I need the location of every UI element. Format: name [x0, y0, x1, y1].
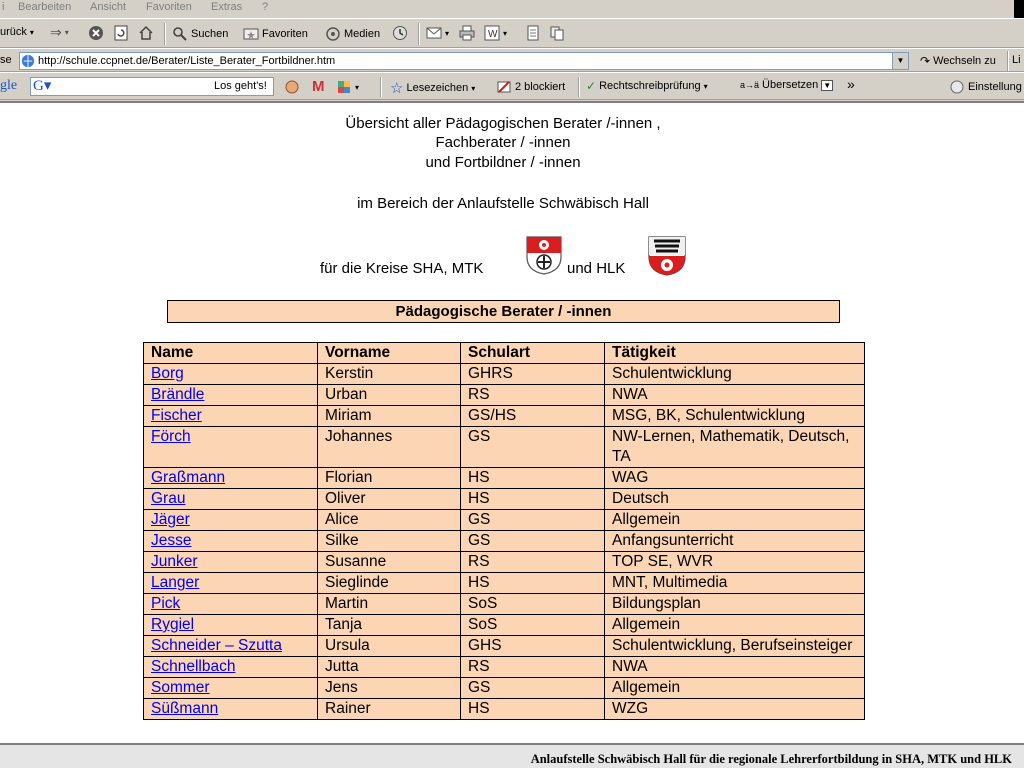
media-icon [325, 26, 341, 42]
cell-name [144, 678, 318, 699]
cell-taetigkeit: Deutsch [605, 489, 865, 510]
forward-arrow-icon: ⇒ [50, 24, 62, 40]
cell-schulart: RS [461, 552, 605, 573]
cell-taetigkeit: WZG [605, 699, 865, 720]
google-search-button[interactable]: Los geht's! [214, 80, 267, 92]
toolbar-separator [380, 77, 382, 97]
cell-name [144, 636, 318, 657]
table-row [144, 489, 865, 510]
cell-schulart: SoS [461, 615, 605, 636]
cell-taetigkeit: NWA [605, 657, 865, 678]
blocked-icon [496, 79, 512, 95]
cell-vorname: Miriam [318, 406, 461, 427]
cell-schulart: GHS [461, 636, 605, 657]
cell-name [144, 364, 318, 385]
google-g-icon: G▾ [33, 78, 52, 94]
browser-chrome [0, 0, 1024, 101]
cell-vorname: Susanne [318, 552, 461, 573]
page-title-line-3: und Fortbildner / -innen [425, 154, 581, 171]
districts-suffix: und HLK [567, 260, 626, 277]
region-heading: im Bereich der Anlaufstelle Schwäbisch Hall [357, 195, 649, 212]
settings-button[interactable] [949, 79, 1022, 95]
favorites-icon [243, 26, 259, 42]
person-link[interactable]: Grau [151, 490, 186, 507]
gmail-icon: M [312, 78, 325, 95]
spellcheck-icon: ✓ [586, 79, 597, 93]
menu-file[interactable]: i [2, 1, 5, 13]
table-row [144, 636, 865, 657]
forward-button[interactable] [50, 24, 69, 41]
cell-name [144, 385, 318, 406]
page-content [0, 103, 1024, 743]
menu-tools[interactable]: Extras [211, 1, 243, 13]
person-link[interactable]: Sommer [151, 679, 210, 696]
cell-name [144, 615, 318, 636]
stop-icon [88, 25, 104, 41]
puzzle-icon [336, 79, 352, 95]
districts-line [0, 228, 1024, 276]
star-icon: ☆ [390, 80, 404, 97]
spellcheck-button[interactable] [586, 79, 708, 93]
cell-schulart: HS [461, 489, 605, 510]
table-row [144, 678, 865, 699]
cell-taetigkeit: TOP SE, WVR [605, 552, 865, 573]
cell-name [144, 489, 318, 510]
cell-vorname: Jutta [318, 657, 461, 678]
cell-vorname: Oliver [318, 489, 461, 510]
media-label: Medien [344, 28, 381, 40]
table-row [144, 657, 865, 678]
cell-taetigkeit: Schulentwicklung, Berufseinsteiger [605, 636, 865, 657]
cell-taetigkeit: Anfangsunterricht [605, 531, 865, 552]
google-toolbar [0, 72, 1024, 100]
search-label: Suchen [191, 28, 229, 40]
table-row [144, 552, 865, 573]
home-button[interactable] [138, 25, 154, 41]
go-button[interactable] [920, 54, 996, 68]
cell-schulart: HS [461, 699, 605, 720]
back-label: urück [0, 26, 27, 38]
document-icon [525, 25, 541, 41]
cell-name [144, 699, 318, 720]
toolbar-separator [578, 77, 580, 97]
links-label[interactable]: Li [1012, 54, 1021, 66]
search-icon [172, 26, 188, 42]
go-label: Wechseln zu [933, 55, 996, 67]
cell-name [144, 657, 318, 678]
cell-name [144, 427, 318, 468]
news-button[interactable] [336, 79, 359, 95]
column-header-schulart: Schulart [461, 343, 605, 364]
cell-taetigkeit: Schulentwicklung [605, 364, 865, 385]
mail-button[interactable] [426, 25, 449, 41]
table-row [144, 531, 865, 552]
standard-toolbar [0, 18, 1024, 48]
search-button[interactable] [172, 26, 228, 42]
person-link[interactable]: Schneider – Szutta [151, 637, 282, 654]
person-link[interactable]: Rygiel [151, 616, 195, 633]
cell-taetigkeit: MSG, BK, Schulentwicklung [605, 406, 865, 427]
cell-name [144, 406, 318, 427]
print-icon [459, 25, 475, 41]
media-button[interactable] [325, 26, 380, 42]
chevron-down-icon: ▾ [703, 81, 708, 91]
column-header-taetigkeit: Tätigkeit [605, 343, 865, 364]
mtk-crest-icon [525, 235, 563, 275]
print-button[interactable] [459, 25, 475, 41]
cell-name [144, 510, 318, 531]
translate-icon: a→ä [740, 80, 760, 90]
chevron-down-icon: ▾ [29, 27, 34, 37]
cell-name [144, 531, 318, 552]
person-link[interactable]: Jesse [151, 532, 192, 549]
person-link[interactable]: Junker [151, 553, 198, 570]
go-arrow-icon: ↷ [920, 54, 931, 68]
messenger-icon [549, 25, 565, 41]
cell-schulart: GS [461, 531, 605, 552]
word-icon [484, 25, 500, 41]
spellcheck-label: Rechtschreibprüfung [599, 80, 701, 92]
person-link[interactable]: Schnellbach [151, 658, 236, 675]
favorites-label: Favoriten [262, 28, 308, 40]
chevron-down-icon: ▾ [503, 28, 508, 38]
address-field[interactable] [19, 52, 909, 70]
hlk-crest-icon [647, 235, 687, 276]
bookmarks-button[interactable] [390, 79, 475, 97]
gmail-button[interactable] [312, 78, 325, 95]
chevron-down-icon: ▾ [64, 28, 69, 37]
toolbar-separator [164, 23, 166, 45]
table-row [144, 468, 865, 489]
table-row [144, 406, 865, 427]
cell-name [144, 573, 318, 594]
cell-taetigkeit: Allgemein [605, 615, 865, 636]
cell-schulart: RS [461, 657, 605, 678]
cell-schulart: SoS [461, 594, 605, 615]
cell-vorname: Jens [318, 678, 461, 699]
page-title-line-1: Übersicht aller Pädagogischen Berater /-innen , [345, 115, 661, 132]
cell-schulart: GS [461, 510, 605, 531]
refresh-button[interactable] [113, 25, 129, 41]
cell-vorname: Silke [318, 531, 461, 552]
cell-taetigkeit: MNT, Multimedia [605, 573, 865, 594]
translate-button[interactable] [740, 79, 833, 91]
cell-schulart: GHRS [461, 364, 605, 385]
person-link[interactable]: Brändle [151, 386, 205, 403]
cell-vorname: Tanja [318, 615, 461, 636]
toolbar-separator [418, 23, 420, 45]
discuss-button[interactable] [525, 25, 541, 41]
stop-button[interactable] [88, 25, 104, 41]
cell-taetigkeit: Bildungsplan [605, 594, 865, 615]
person-link[interactable]: Pick [151, 595, 181, 612]
history-button[interactable] [392, 25, 408, 41]
table-row [144, 699, 865, 720]
svg-text:W: W [488, 29, 498, 40]
chevron-down-icon: ▾ [355, 82, 360, 92]
history-icon [392, 25, 408, 41]
messenger-button[interactable] [549, 25, 565, 41]
person-link[interactable]: Jäger [151, 511, 190, 528]
table-row [144, 385, 865, 406]
cell-schulart: RS [461, 385, 605, 406]
home-icon [138, 25, 154, 41]
address-dropdown-button[interactable]: ▼ [892, 53, 908, 69]
google-logo[interactable]: gle [0, 78, 18, 93]
address-toolbar [0, 48, 1024, 72]
cell-vorname: Kerstin [318, 364, 461, 385]
chevron-down-icon: ▾ [445, 28, 450, 38]
toolbar-separator [1007, 51, 1009, 71]
column-header-name: Name [144, 343, 318, 364]
favorites-button[interactable] [243, 26, 308, 42]
menu-favorites[interactable]: Favoriten [146, 1, 192, 13]
person-link[interactable]: Süßmann [151, 700, 219, 717]
cell-taetigkeit: WAG [605, 468, 865, 489]
cell-taetigkeit: Allgemein [605, 510, 865, 531]
person-link[interactable]: Borg [151, 365, 184, 382]
bookmarks-label: Lesezeichen [406, 82, 469, 94]
settings-label: Einstellung [968, 81, 1022, 93]
translate-label: Übersetzen [762, 79, 819, 91]
cell-vorname: Sieglinde [318, 573, 461, 594]
google-options-button[interactable] [284, 79, 300, 95]
table-row [144, 364, 865, 385]
translate-dropdown-button[interactable]: ▼ [823, 80, 832, 90]
berater-table [143, 342, 865, 720]
settings-icon [949, 79, 965, 95]
cell-name [144, 594, 318, 615]
back-button[interactable] [0, 26, 34, 38]
column-header-vorname: Vorname [318, 343, 461, 364]
menu-edit[interactable]: Bearbeiten [18, 1, 72, 13]
cell-vorname: Martin [318, 594, 461, 615]
mail-icon [426, 25, 442, 41]
districts-prefix: für die Kreise SHA, MTK [320, 260, 484, 277]
menu-bar [0, 0, 1024, 18]
page-title-line-2: Fachberater / -innen [435, 134, 571, 151]
table-header-row [144, 343, 865, 364]
section-title: Pädagogische Berater / -innen [167, 300, 840, 323]
person-link[interactable]: Förch [151, 428, 191, 445]
person-link[interactable]: Graßmann [151, 469, 226, 486]
table-row [144, 615, 865, 636]
cell-vorname: Johannes [318, 427, 461, 468]
address-label: se [0, 54, 12, 66]
cell-taetigkeit: NWA [605, 385, 865, 406]
menu-view[interactable]: Ansicht [90, 1, 127, 13]
footer-text: Anlaufstelle Schwäbisch Hall für die regionale Lehrerfortbildung in SHA, MTK und HLK [530, 752, 1012, 766]
globe-icon [284, 79, 300, 95]
person-link[interactable]: Fischer [151, 407, 202, 424]
chevron-down-icon: ▾ [471, 83, 476, 93]
cell-vorname: Urban [318, 385, 461, 406]
cell-schulart: HS [461, 468, 605, 489]
cell-schulart: GS/HS [461, 406, 605, 427]
table-row [144, 594, 865, 615]
refresh-icon [113, 25, 129, 41]
cell-schulart: GS [461, 678, 605, 699]
cell-vorname: Ursula [318, 636, 461, 657]
window-edge [1014, 0, 1024, 18]
page-footer [0, 743, 1024, 768]
cell-taetigkeit: Allgemein [605, 678, 865, 699]
table-body [144, 364, 865, 720]
table-row [144, 427, 865, 468]
menu-help[interactable]: ? [262, 1, 269, 13]
cell-vorname: Alice [318, 510, 461, 531]
cell-taetigkeit: NW-Lernen, Mathematik, Deutsch, TA [605, 427, 865, 468]
page-icon [21, 54, 35, 68]
address-url: http://schule.ccpnet.de/Berater/Liste_Berater_Fortbildner.htm [38, 55, 336, 67]
popup-blocker-button[interactable] [496, 79, 565, 95]
cell-schulart: HS [461, 573, 605, 594]
blocked-label: 2 blockiert [515, 81, 566, 93]
person-link[interactable]: Langer [151, 574, 200, 591]
edit-button[interactable] [484, 25, 507, 41]
cell-vorname: Florian [318, 468, 461, 489]
cell-schulart: GS [461, 427, 605, 468]
table-row [144, 510, 865, 531]
cell-vorname: Rainer [318, 699, 461, 720]
cell-name [144, 552, 318, 573]
table-row [144, 573, 865, 594]
more-chevron-button[interactable]: » [847, 76, 855, 92]
cell-name [144, 468, 318, 489]
